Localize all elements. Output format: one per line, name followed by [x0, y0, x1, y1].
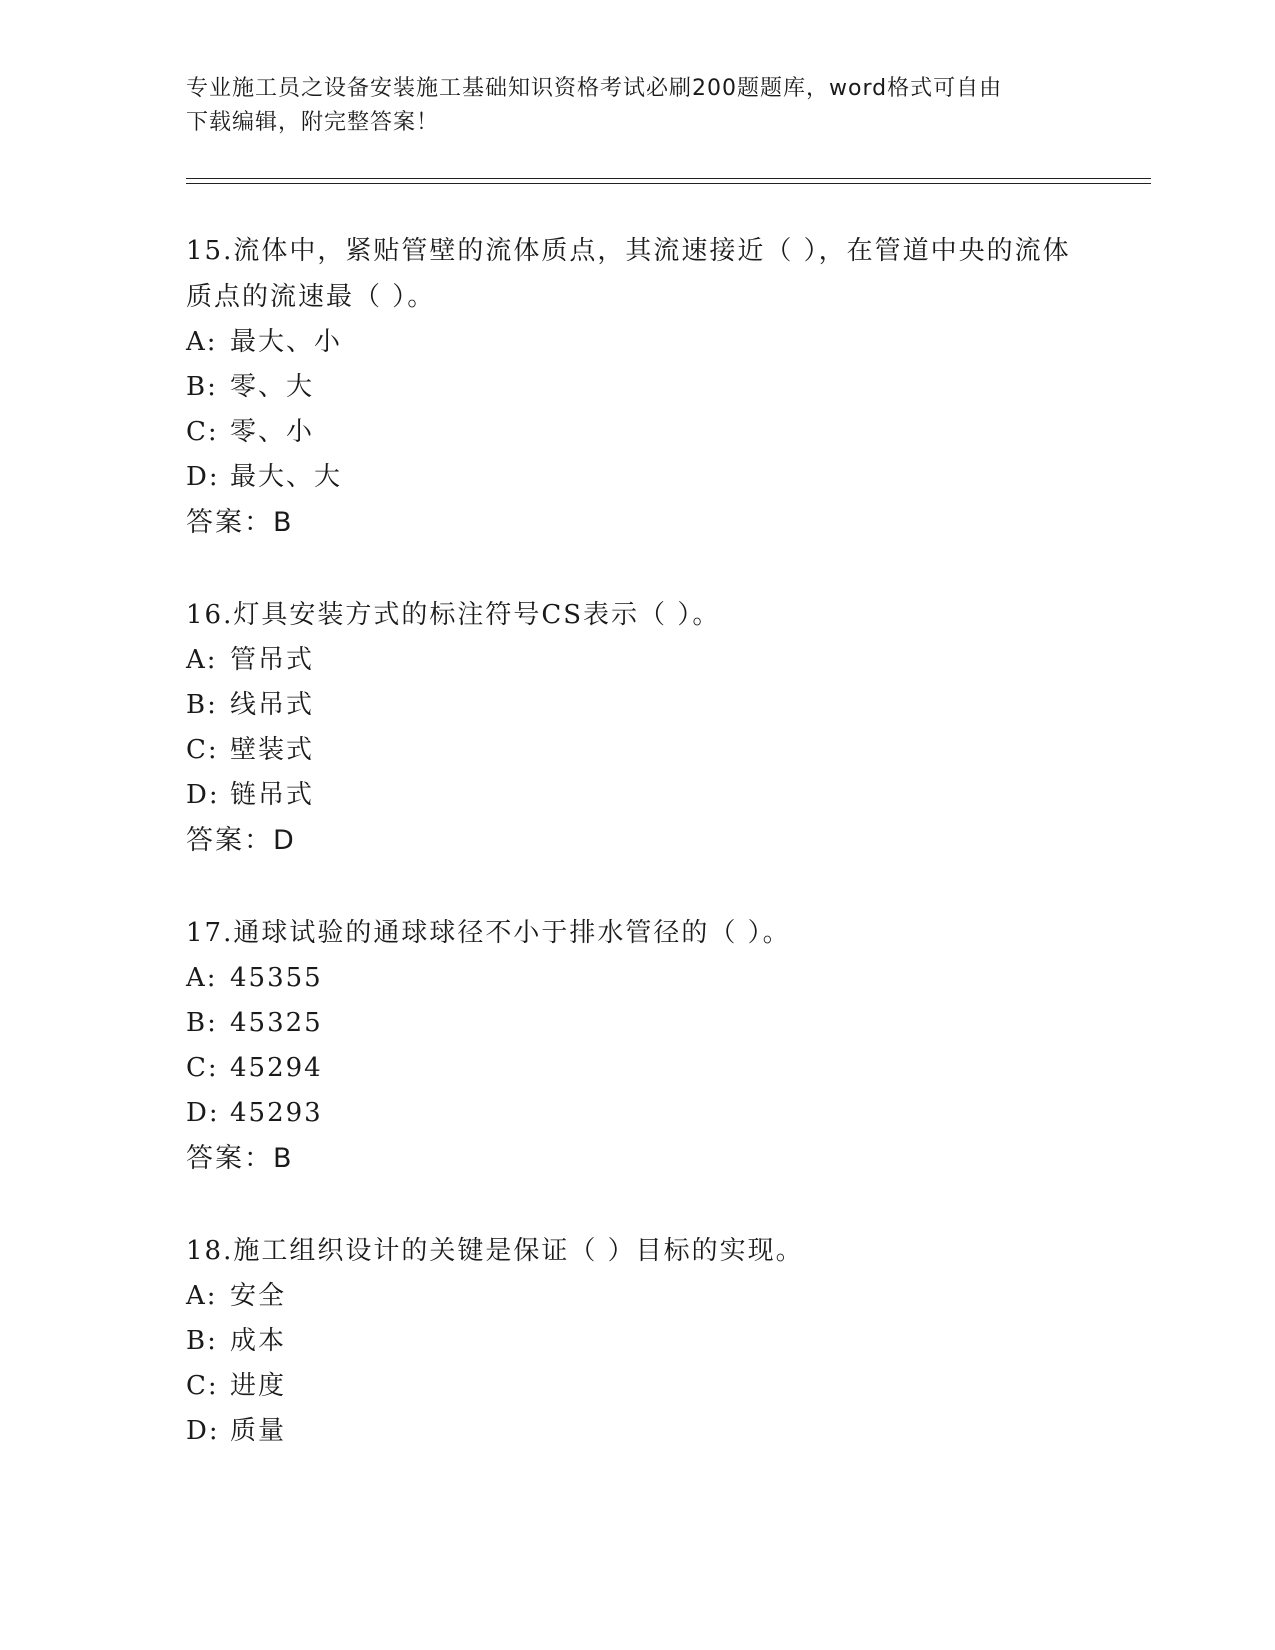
- option-text: 最大、大: [230, 462, 343, 492]
- question-stem: 18.施工组织设计的关键是保证（ ）目标的实现。: [186, 1236, 804, 1266]
- answer-option: [186, 410, 1076, 455]
- option-text: 零、小: [230, 417, 315, 447]
- answer-option: [186, 1001, 1076, 1046]
- header-line-2: 下载编辑，附完整答案！: [186, 110, 440, 135]
- option-text: 线吊式: [230, 690, 315, 720]
- header-rule-top: [186, 178, 1151, 179]
- option-text: 进度: [230, 1371, 287, 1401]
- option-letter: A:: [186, 963, 218, 993]
- option-letter: D:: [186, 780, 220, 810]
- answer-option: [186, 1364, 1076, 1409]
- option-text: 壁装式: [230, 735, 315, 765]
- option-letter: B:: [186, 690, 218, 720]
- answer-option: [186, 728, 1076, 773]
- answer-option: [186, 956, 1076, 1001]
- answer-option: [186, 1091, 1076, 1136]
- answer-option: [186, 365, 1076, 410]
- question-block: [186, 910, 1076, 1182]
- option-text: 管吊式: [230, 645, 315, 675]
- question-stem: 16.灯具安装方式的标注符号CS表示（ ）。: [186, 600, 721, 630]
- question-block: [186, 1228, 1076, 1454]
- option-text: 零、大: [230, 372, 315, 402]
- option-text: 成本: [230, 1326, 287, 1356]
- question-block: [186, 592, 1076, 864]
- option-letter: C:: [186, 1371, 219, 1401]
- option-letter: B:: [186, 1326, 218, 1356]
- option-text: 45293: [230, 1098, 323, 1128]
- option-letter: A:: [186, 645, 218, 675]
- question-block: [186, 228, 1076, 546]
- answer-key: 答案：D: [186, 825, 296, 856]
- answer-option: [186, 638, 1076, 683]
- option-letter: D:: [186, 1098, 220, 1128]
- answer-key: 答案：B: [186, 1143, 294, 1174]
- header-rule-bottom: [186, 183, 1151, 184]
- document-header: [186, 72, 1086, 140]
- option-letter: B:: [186, 1008, 218, 1038]
- answer-option: [186, 455, 1076, 500]
- option-text: 最大、小: [230, 327, 343, 357]
- option-letter: A:: [186, 327, 218, 357]
- answer-key: 答案：B: [186, 507, 294, 538]
- question-stem: 15.流体中，紧贴管壁的流体质点，其流速接近（ ），在管道中央的流体质点的流速最（ ）。: [186, 236, 1071, 312]
- answer-option: [186, 683, 1076, 728]
- header-line-1: 专业施工员之设备安装施工基础知识资格考试必刷200题题库，word格式可自由: [186, 76, 1003, 101]
- question-list: [186, 228, 1076, 1500]
- answer-option: [186, 1046, 1076, 1091]
- option-text: 质量: [230, 1416, 287, 1446]
- option-letter: D:: [186, 1416, 220, 1446]
- answer-option: [186, 320, 1076, 365]
- option-letter: B:: [186, 372, 218, 402]
- answer-option: [186, 773, 1076, 818]
- option-letter: C:: [186, 1053, 219, 1083]
- option-text: 45294: [230, 1053, 323, 1083]
- option-text: 安全: [230, 1281, 287, 1311]
- option-text: 45355: [230, 963, 323, 993]
- option-text: 链吊式: [230, 780, 315, 810]
- answer-option: [186, 1274, 1076, 1319]
- option-text: 45325: [230, 1008, 323, 1038]
- answer-option: [186, 1409, 1076, 1454]
- question-stem: 17.通球试验的通球球径不小于排水管径的（ ）。: [186, 918, 791, 948]
- option-letter: C:: [186, 735, 219, 765]
- option-letter: C:: [186, 417, 219, 447]
- option-letter: A:: [186, 1281, 218, 1311]
- option-letter: D:: [186, 462, 220, 492]
- answer-option: [186, 1319, 1076, 1364]
